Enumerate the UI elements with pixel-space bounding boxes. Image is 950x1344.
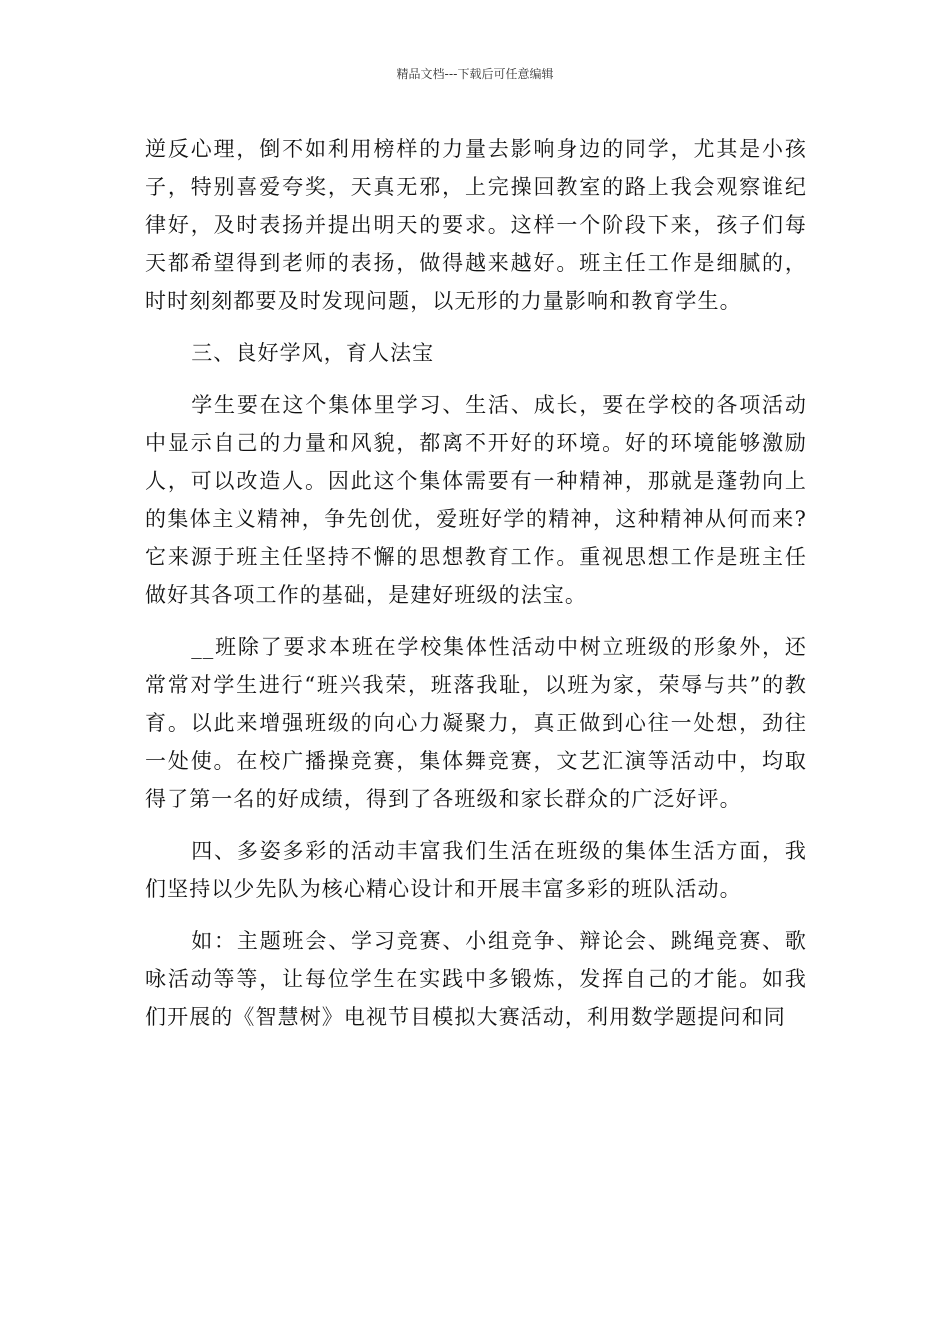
page-header: 精品文档---下载后可任意编辑 [396, 67, 554, 81]
section-heading-3: 三、良好学风，育人法宝 [191, 341, 435, 365]
document-body [145, 130, 807, 1050]
paragraph-5: 如：主题班会、学习竞赛、小组竞争、辩论会、跳绳竞赛、歌咏活动等等，让每位学生在实践中多锻炼，发挥自己的才能。如我们开展的《智慧树》电视节目模拟大赛活动，利用数学题提问和同 [145, 929, 807, 1029]
paragraph-4: 四、多姿多彩的活动丰富我们生活在班级的集体生活方面，我们坚持以少先队为核心精心设计和开展丰富多彩的班队活动。 [145, 839, 807, 901]
paragraph-1: 逆反心理，倒不如利用榜样的力量去影响身边的同学，尤其是小孩子，特别喜爱夸奖，天真无邪，上完操回教室的路上我会观察谁纪律好，及时表扬并提出明天的要求。这样一个阶段下来，孩子们每天都希望得到老师的表扬，做得越来越好。班主任工作是细腻的，时时刻刻都要及时发现问题，以无形的力量影响和教育学生。 [145, 137, 807, 313]
paragraph-2: 学生要在这个集体里学习、生活、成长，要在学校的各项活动中显示自己的力量和风貌，都离不开好的环境。好的环境能够激励人，可以改造人。因此这个集体需要有一种精神，那就是蓬勃向上的集体主义精神，争先创优，爱班好学的精神，这种精神从何而来?它来源于班主任坚持不懈的思想教育工作。重视思想工作是班主任做好其各项工作的基础，是建好班级的法宝。 [145, 393, 807, 607]
paragraph-3: __班除了要求本班在学校集体性活动中树立班级的形象外，还常常对学生进行“班兴我荣，班落我耻，以班为家，荣辱与共”的教育。以此来增强班级的向心力凝聚力，真正做到心往一处想，劲往一处使。在校广播操竞赛，集体舞竞赛，文艺汇演等活动中，均取得了第一名的好成绩，得到了各班级和家长群众的广泛好评。 [145, 635, 807, 811]
